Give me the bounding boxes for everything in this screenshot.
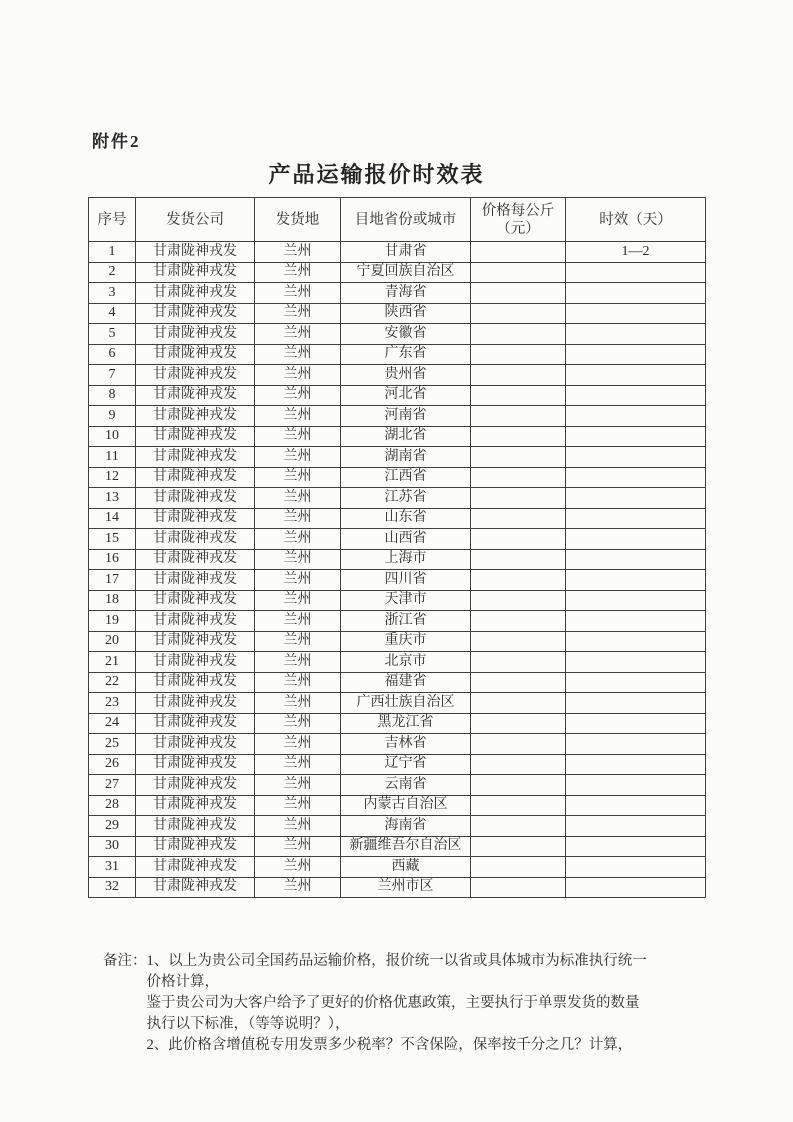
cell-days xyxy=(566,406,706,427)
cell-price xyxy=(471,734,566,755)
table-row xyxy=(89,570,706,591)
cell-days xyxy=(566,734,706,755)
cell-destination: 兰州市区 xyxy=(341,877,471,898)
cell-price xyxy=(471,549,566,570)
cell-seq: 31 xyxy=(89,857,136,878)
table-row xyxy=(89,672,706,693)
cell-days xyxy=(566,672,706,693)
cell-days xyxy=(566,508,706,529)
cell-company: 甘肃陇神戎发 xyxy=(136,754,255,775)
cell-destination: 重庆市 xyxy=(341,631,471,652)
cell-price xyxy=(471,508,566,529)
table-row xyxy=(89,713,706,734)
cell-seq: 29 xyxy=(89,816,136,837)
cell-origin: 兰州 xyxy=(255,467,341,488)
cell-seq: 11 xyxy=(89,447,136,468)
cell-origin: 兰州 xyxy=(255,877,341,898)
table-header-row xyxy=(89,198,706,242)
cell-origin: 兰州 xyxy=(255,795,341,816)
cell-days xyxy=(566,303,706,324)
cell-company: 甘肃陇神戎发 xyxy=(136,611,255,632)
table-row xyxy=(89,406,706,427)
cell-seq: 30 xyxy=(89,836,136,857)
cell-days xyxy=(566,488,706,509)
cell-company: 甘肃陇神戎发 xyxy=(136,365,255,386)
cell-origin: 兰州 xyxy=(255,447,341,468)
cell-price xyxy=(471,406,566,427)
cell-destination: 河南省 xyxy=(341,406,471,427)
cell-destination: 辽宁省 xyxy=(341,754,471,775)
column-header-4: 价格每公斤（元） xyxy=(471,198,566,242)
cell-seq: 20 xyxy=(89,631,136,652)
cell-destination: 新疆维吾尔自治区 xyxy=(341,836,471,857)
cell-days xyxy=(566,283,706,304)
table-row xyxy=(89,857,706,878)
cell-destination: 宁夏回族自治区 xyxy=(341,262,471,283)
cell-company: 甘肃陇神戎发 xyxy=(136,406,255,427)
cell-destination: 福建省 xyxy=(341,672,471,693)
cell-days xyxy=(566,549,706,570)
cell-days xyxy=(566,447,706,468)
cell-company: 甘肃陇神戎发 xyxy=(136,672,255,693)
cell-company: 甘肃陇神戎发 xyxy=(136,570,255,591)
cell-destination: 广西壮族自治区 xyxy=(341,693,471,714)
table-row xyxy=(89,467,706,488)
notes-section xyxy=(103,951,718,1056)
cell-company: 甘肃陇神戎发 xyxy=(136,426,255,447)
table-row xyxy=(89,426,706,447)
column-header-2: 发货地 xyxy=(255,198,341,242)
cell-origin: 兰州 xyxy=(255,529,341,550)
table-row xyxy=(89,652,706,673)
table-row xyxy=(89,385,706,406)
column-header-0: 序号 xyxy=(89,198,136,242)
cell-company: 甘肃陇神戎发 xyxy=(136,283,255,304)
cell-origin: 兰州 xyxy=(255,672,341,693)
table-row xyxy=(89,631,706,652)
cell-price xyxy=(471,652,566,673)
cell-days xyxy=(566,857,706,878)
cell-price xyxy=(471,775,566,796)
cell-seq: 3 xyxy=(89,283,136,304)
cell-price xyxy=(471,529,566,550)
table-row xyxy=(89,529,706,550)
table-row xyxy=(89,283,706,304)
cell-destination: 湖北省 xyxy=(341,426,471,447)
cell-origin: 兰州 xyxy=(255,488,341,509)
cell-days xyxy=(566,713,706,734)
cell-price xyxy=(471,795,566,816)
cell-origin: 兰州 xyxy=(255,734,341,755)
cell-seq: 7 xyxy=(89,365,136,386)
cell-destination: 吉林省 xyxy=(341,734,471,755)
cell-price xyxy=(471,488,566,509)
cell-origin: 兰州 xyxy=(255,693,341,714)
cell-origin: 兰州 xyxy=(255,631,341,652)
cell-price xyxy=(471,324,566,345)
cell-origin: 兰州 xyxy=(255,365,341,386)
cell-seq: 12 xyxy=(89,467,136,488)
cell-origin: 兰州 xyxy=(255,775,341,796)
attachment-label: 附件2 xyxy=(92,132,141,151)
table-row xyxy=(89,754,706,775)
cell-company: 甘肃陇神戎发 xyxy=(136,344,255,365)
column-header-3: 目地省份或城市 xyxy=(341,198,471,242)
cell-seq: 28 xyxy=(89,795,136,816)
cell-origin: 兰州 xyxy=(255,303,341,324)
table-row xyxy=(89,693,706,714)
cell-destination: 天津市 xyxy=(341,590,471,611)
cell-company: 甘肃陇神戎发 xyxy=(136,529,255,550)
cell-seq: 9 xyxy=(89,406,136,427)
column-header-1: 发货公司 xyxy=(136,198,255,242)
cell-price xyxy=(471,816,566,837)
cell-company: 甘肃陇神戎发 xyxy=(136,877,255,898)
cell-days xyxy=(566,775,706,796)
cell-price xyxy=(471,693,566,714)
table-row xyxy=(89,447,706,468)
cell-company: 甘肃陇神戎发 xyxy=(136,775,255,796)
cell-company: 甘肃陇神戎发 xyxy=(136,549,255,570)
cell-price xyxy=(471,570,566,591)
cell-price xyxy=(471,713,566,734)
cell-destination: 河北省 xyxy=(341,385,471,406)
cell-destination: 山东省 xyxy=(341,508,471,529)
cell-price xyxy=(471,611,566,632)
cell-days xyxy=(566,877,706,898)
cell-seq: 23 xyxy=(89,693,136,714)
cell-price xyxy=(471,365,566,386)
note-line: 1、以上为贵公司全国药品运输价格，报价统一以省或具体城市为标准执行统一 xyxy=(146,953,647,969)
cell-price xyxy=(471,467,566,488)
cell-origin: 兰州 xyxy=(255,713,341,734)
cell-seq: 22 xyxy=(89,672,136,693)
cell-seq: 21 xyxy=(89,652,136,673)
cell-price xyxy=(471,447,566,468)
table-row xyxy=(89,795,706,816)
cell-seq: 6 xyxy=(89,344,136,365)
cell-days xyxy=(566,795,706,816)
cell-destination: 贵州省 xyxy=(341,365,471,386)
cell-seq: 15 xyxy=(89,529,136,550)
cell-company: 甘肃陇神戎发 xyxy=(136,693,255,714)
cell-price xyxy=(471,242,566,263)
cell-destination: 四川省 xyxy=(341,570,471,591)
notes-lines xyxy=(147,951,719,1056)
table-row xyxy=(89,775,706,796)
cell-destination: 甘肃省 xyxy=(341,242,471,263)
cell-origin: 兰州 xyxy=(255,242,341,263)
cell-price xyxy=(471,426,566,447)
table-row xyxy=(89,488,706,509)
cell-origin: 兰州 xyxy=(255,406,341,427)
cell-company: 甘肃陇神戎发 xyxy=(136,734,255,755)
cell-days xyxy=(566,611,706,632)
cell-origin: 兰州 xyxy=(255,836,341,857)
cell-price xyxy=(471,631,566,652)
cell-destination: 江西省 xyxy=(341,467,471,488)
cell-origin: 兰州 xyxy=(255,652,341,673)
cell-seq: 26 xyxy=(89,754,136,775)
shipping-quote-table xyxy=(88,197,706,898)
cell-days xyxy=(566,529,706,550)
note-line: 鉴于贵公司为大客户给予了更好的价格优惠政策，主要执行于单票发货的数量 xyxy=(146,995,640,1011)
cell-days xyxy=(566,324,706,345)
cell-seq: 24 xyxy=(89,713,136,734)
table-row xyxy=(89,877,706,898)
cell-seq: 16 xyxy=(89,549,136,570)
cell-destination: 山西省 xyxy=(341,529,471,550)
cell-destination: 青海省 xyxy=(341,283,471,304)
cell-price xyxy=(471,590,566,611)
table-row xyxy=(89,262,706,283)
cell-destination: 陕西省 xyxy=(341,303,471,324)
cell-days xyxy=(566,836,706,857)
table-row xyxy=(89,242,706,263)
cell-origin: 兰州 xyxy=(255,262,341,283)
cell-price xyxy=(471,262,566,283)
cell-origin: 兰州 xyxy=(255,426,341,447)
cell-price xyxy=(471,303,566,324)
cell-origin: 兰州 xyxy=(255,611,341,632)
cell-price xyxy=(471,283,566,304)
cell-destination: 云南省 xyxy=(341,775,471,796)
cell-origin: 兰州 xyxy=(255,283,341,304)
cell-seq: 19 xyxy=(89,611,136,632)
cell-seq: 5 xyxy=(89,324,136,345)
cell-seq: 27 xyxy=(89,775,136,796)
table-row xyxy=(89,365,706,386)
cell-destination: 海南省 xyxy=(341,816,471,837)
cell-days xyxy=(566,426,706,447)
cell-days xyxy=(566,631,706,652)
table-row xyxy=(89,590,706,611)
cell-company: 甘肃陇神戎发 xyxy=(136,713,255,734)
cell-origin: 兰州 xyxy=(255,549,341,570)
cell-price xyxy=(471,344,566,365)
cell-days xyxy=(566,262,706,283)
note-line: 价格计算， xyxy=(146,974,219,990)
cell-destination: 江苏省 xyxy=(341,488,471,509)
cell-days xyxy=(566,693,706,714)
cell-company: 甘肃陇神戎发 xyxy=(136,303,255,324)
cell-destination: 安徽省 xyxy=(341,324,471,345)
table-row xyxy=(89,324,706,345)
cell-days: 1—2 xyxy=(566,242,706,263)
cell-company: 甘肃陇神戎发 xyxy=(136,324,255,345)
cell-company: 甘肃陇神戎发 xyxy=(136,242,255,263)
cell-company: 甘肃陇神戎发 xyxy=(136,508,255,529)
cell-destination: 黑龙江省 xyxy=(341,713,471,734)
cell-seq: 17 xyxy=(89,570,136,591)
cell-destination: 上海市 xyxy=(341,549,471,570)
cell-company: 甘肃陇神戎发 xyxy=(136,590,255,611)
cell-company: 甘肃陇神戎发 xyxy=(136,652,255,673)
cell-price xyxy=(471,836,566,857)
note-line: 执行以下标准，（等等说明？）， xyxy=(146,1016,350,1032)
cell-origin: 兰州 xyxy=(255,590,341,611)
cell-price xyxy=(471,672,566,693)
cell-days xyxy=(566,590,706,611)
cell-company: 甘肃陇神戎发 xyxy=(136,631,255,652)
cell-days xyxy=(566,816,706,837)
cell-destination: 内蒙古自治区 xyxy=(341,795,471,816)
cell-origin: 兰州 xyxy=(255,570,341,591)
cell-company: 甘肃陇神戎发 xyxy=(136,857,255,878)
cell-seq: 25 xyxy=(89,734,136,755)
cell-price xyxy=(471,857,566,878)
cell-seq: 1 xyxy=(89,242,136,263)
table-row xyxy=(89,508,706,529)
cell-company: 甘肃陇神戎发 xyxy=(136,385,255,406)
cell-days xyxy=(566,754,706,775)
cell-destination: 湖南省 xyxy=(341,447,471,468)
table-row xyxy=(89,816,706,837)
cell-price xyxy=(471,385,566,406)
cell-seq: 4 xyxy=(89,303,136,324)
cell-seq: 2 xyxy=(89,262,136,283)
cell-seq: 8 xyxy=(89,385,136,406)
cell-price xyxy=(471,877,566,898)
cell-destination: 西藏 xyxy=(341,857,471,878)
cell-origin: 兰州 xyxy=(255,385,341,406)
cell-seq: 18 xyxy=(89,590,136,611)
cell-company: 甘肃陇神戎发 xyxy=(136,488,255,509)
cell-days xyxy=(566,385,706,406)
cell-days xyxy=(566,652,706,673)
cell-origin: 兰州 xyxy=(255,816,341,837)
cell-company: 甘肃陇神戎发 xyxy=(136,262,255,283)
cell-destination: 浙江省 xyxy=(341,611,471,632)
cell-seq: 14 xyxy=(89,508,136,529)
table-row xyxy=(89,611,706,632)
cell-seq: 32 xyxy=(89,877,136,898)
cell-company: 甘肃陇神戎发 xyxy=(136,816,255,837)
cell-company: 甘肃陇神戎发 xyxy=(136,795,255,816)
cell-days xyxy=(566,344,706,365)
table-row xyxy=(89,836,706,857)
page-title: 产品运输报价时效表 xyxy=(268,162,485,187)
cell-origin: 兰州 xyxy=(255,324,341,345)
table-row xyxy=(89,549,706,570)
cell-origin: 兰州 xyxy=(255,857,341,878)
cell-days xyxy=(566,365,706,386)
cell-destination: 北京市 xyxy=(341,652,471,673)
table-row xyxy=(89,344,706,365)
cell-origin: 兰州 xyxy=(255,508,341,529)
cell-price xyxy=(471,754,566,775)
cell-destination: 广东省 xyxy=(341,344,471,365)
table-row xyxy=(89,734,706,755)
cell-origin: 兰州 xyxy=(255,344,341,365)
cell-days xyxy=(566,570,706,591)
table-row xyxy=(89,303,706,324)
cell-seq: 10 xyxy=(89,426,136,447)
cell-company: 甘肃陇神戎发 xyxy=(136,836,255,857)
cell-origin: 兰州 xyxy=(255,754,341,775)
column-header-5: 时效（天） xyxy=(566,198,706,242)
notes-label: 备注： xyxy=(103,953,147,969)
cell-company: 甘肃陇神戎发 xyxy=(136,467,255,488)
cell-seq: 13 xyxy=(89,488,136,509)
cell-company: 甘肃陇神戎发 xyxy=(136,447,255,468)
note-line: 2、此价格含增值税专用发票多少税率？不含保险，保率按千分之几？计算， xyxy=(146,1037,633,1053)
cell-days xyxy=(566,467,706,488)
